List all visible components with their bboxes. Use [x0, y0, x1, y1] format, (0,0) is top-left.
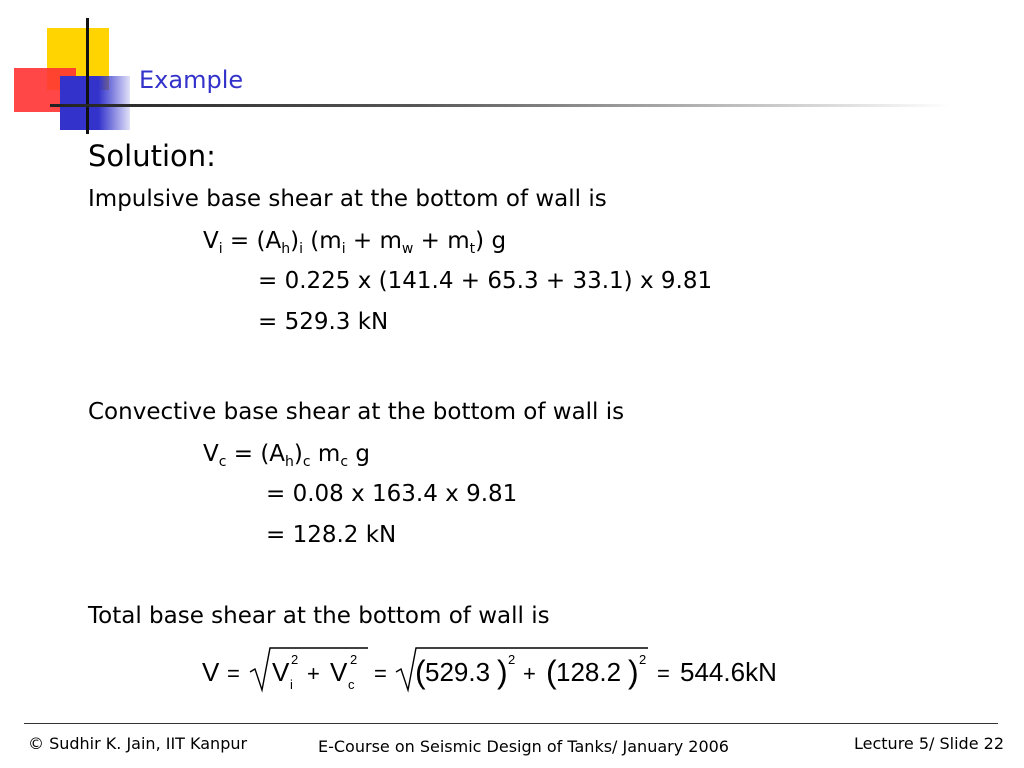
- formula-sq-2: 2: [350, 652, 358, 667]
- formula-sq-4: 2: [639, 652, 647, 667]
- formula-sq-1: 2: [291, 652, 299, 667]
- formula-equals-2: =: [374, 661, 387, 686]
- impulsive-result-line: = 529.3 kN: [258, 309, 389, 335]
- convective-equation: $V_c = (A_h)_c$ $m_c$ g: [203, 441, 370, 470]
- formula-vi: V: [272, 657, 290, 687]
- footer-slide-number: Lecture 5/ Slide 22: [854, 734, 1004, 753]
- formula-equals: =: [227, 661, 240, 686]
- impulsive-heading: Impulsive base shear at the bottom of wall is: [88, 186, 607, 212]
- formula-sub-i: i: [290, 677, 293, 692]
- footer-course: E-Course on Seismic Design of Tanks/ January 2006: [318, 737, 729, 756]
- formula-v: V: [202, 657, 220, 687]
- formula-vc: V: [330, 657, 348, 687]
- formula-plus-2: +: [523, 661, 536, 686]
- formula-plus-1: +: [307, 661, 320, 686]
- convective-heading: Convective base shear at the bottom of wall is: [88, 399, 625, 425]
- convective-calc-line: = 0.08 x 163.4 x 9.81: [266, 481, 518, 507]
- logo-square-blue: [60, 76, 130, 130]
- footer-author: © Sudhir K. Jain, IIT Kanpur: [28, 734, 248, 753]
- formula-rparen-2: ): [628, 654, 639, 690]
- footer-divider: [24, 723, 998, 724]
- solution-heading: Solution:: [88, 139, 216, 173]
- total-shear-formula: [196, 640, 806, 700]
- convective-result-line: = 128.2 kN: [266, 522, 397, 548]
- formula-sub-c: c: [348, 677, 355, 692]
- impulsive-equation: $V_i = (A_h)_i$ $(m_i + m_w + m_t)$ g: [203, 228, 507, 257]
- total-heading: Total base shear at the bottom of wall is: [88, 603, 550, 629]
- formula-sq-3: 2: [508, 652, 516, 667]
- formula-value-b: 128.2: [556, 657, 622, 687]
- impulsive-calc-line: = 0.225 x (141.4 + 65.3 + 33.1) x 9.81: [258, 268, 713, 294]
- logo-vertical-line: [86, 18, 89, 134]
- formula-rparen-1: ): [497, 654, 508, 690]
- formula-equals-3: =: [657, 661, 670, 686]
- formula-lparen-2: (: [546, 654, 557, 690]
- formula-lparen-1: (: [415, 654, 426, 690]
- slide-title: Example: [139, 66, 244, 94]
- formula-result: 544.6kN: [680, 657, 777, 687]
- title-underline: [50, 104, 950, 107]
- formula-value-a: 529.3: [425, 657, 491, 687]
